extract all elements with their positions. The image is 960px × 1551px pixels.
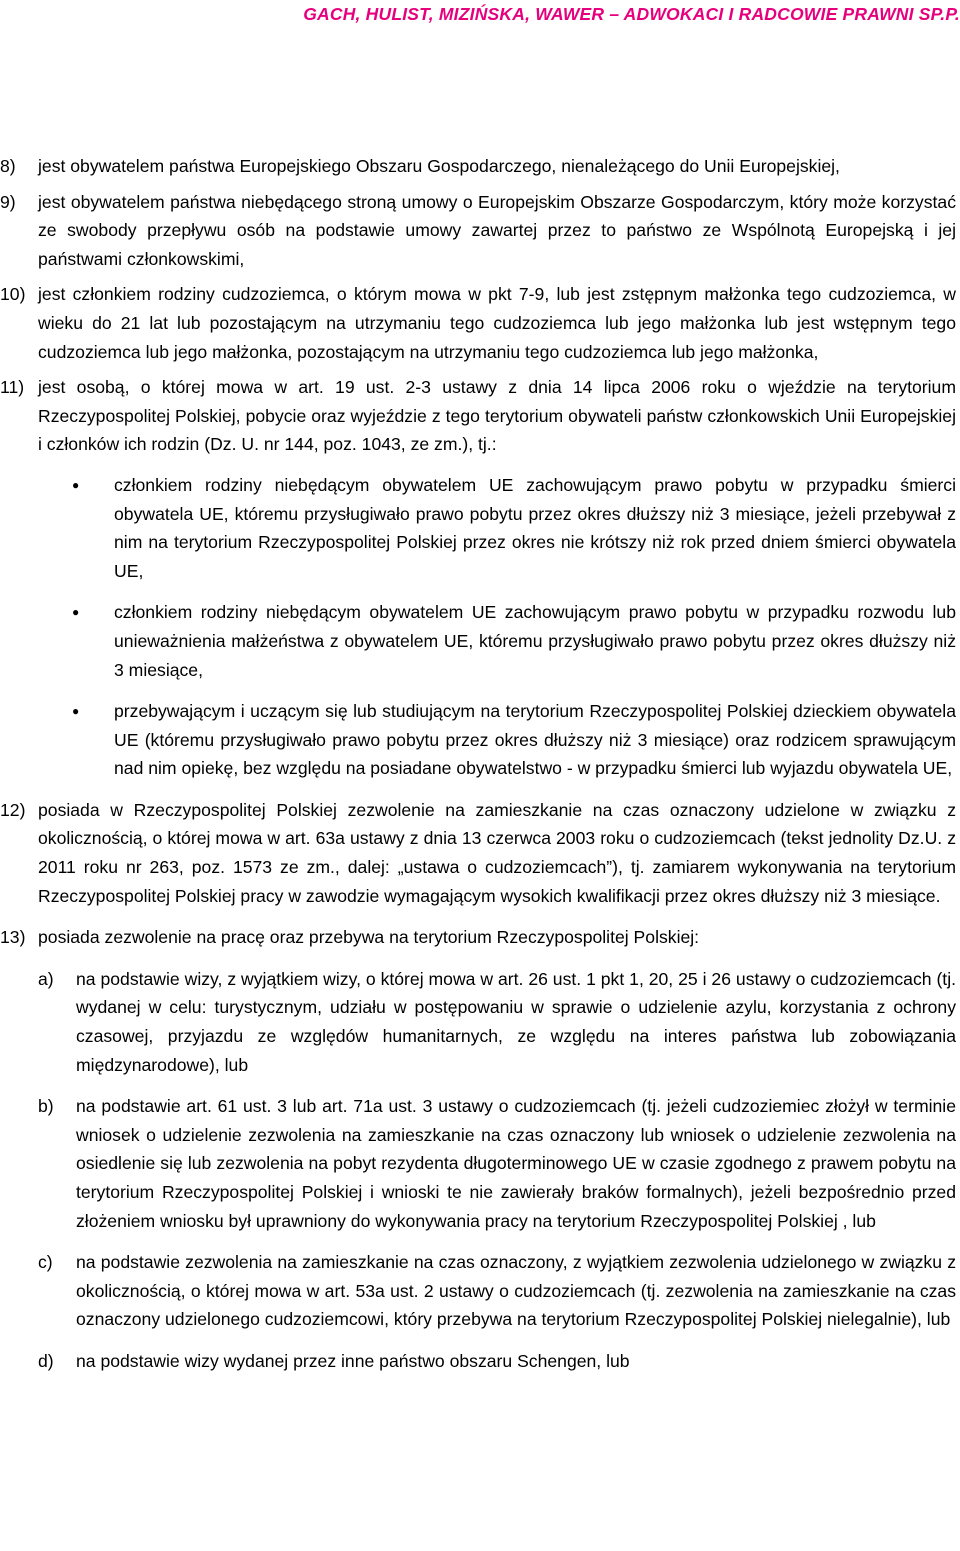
- item-text: jest obywatelem państwa niebędącego stroną umowy o Europejskim Obszarze Gospodarczym, który może korzystać ze swobody przepływu osób na podstawie umowy zawartej przez to państwo ze Wspólnotą Europejską i jej państwami członkowskimi,: [38, 191, 956, 269]
- item-text: jest członkiem rodziny cudzoziemca, o którym mowa w pkt 7-9, lub jest zstępnym małżonka tego cudzoziemca, w wieku do 21 lat lub pozostającym na utrzymaniu tego cudzoziemca lub jego małżonka lub jest wstępnym tego cudzoziemca lub jego małżonka, pozostającym na utrzymaniu tego cudzoziemca lub jego małżonka,: [38, 284, 956, 362]
- sub-item-b: [38, 1092, 956, 1235]
- item-number: 12): [0, 799, 26, 820]
- item-number: 11): [0, 377, 25, 398]
- item-text: jest obywatelem państwa Europejskiego Obszaru Gospodarczego, nienależącego do Unii Europejskiej,: [38, 156, 840, 176]
- sub-item-d: [38, 1347, 956, 1376]
- bullet-item: [72, 697, 956, 783]
- sub-item-c: [38, 1248, 956, 1334]
- list-item-12: [0, 796, 956, 910]
- item-number: 13): [0, 927, 26, 948]
- firm-header: GACH, HULIST, MIZIŃSKA, WAWER – ADWOKACI I RADCOWIE PRAWNI SP.P.: [303, 4, 960, 24]
- bullet-dot-icon: ●: [72, 477, 80, 492]
- sub-item-a: [38, 965, 956, 1079]
- sub-item-letter: c): [38, 1252, 53, 1273]
- sub-item-text: na podstawie art. 61 ust. 3 lub art. 71a ust. 3 ustawy o cudzoziemcach (tj. jeżeli cudzoziemiec złożył w terminie wniosek o udzielenie zezwolenia na zamieszkanie na czas oznaczony lub wniosek o udzielenie zezwolenia na osiedlenie się lub zezwolenia na pobyt rezydenta długoterminowego UE w czasie zgodnego z prawem pobytu na terytorium Rzeczypospolitej Polskiej i wnioski te nie zawierały braków formalnych), jeżeli bezpośrednio przed złożeniem wniosku był uprawniony do wykonywania pracy na terytorium Rzeczypospolitej Polskiej , lub: [76, 1096, 956, 1231]
- sub-item-letter: d): [38, 1350, 54, 1371]
- item-text: jest osobą, o której mowa w art. 19 ust. 2-3 ustawy z dnia 14 lipca 2006 roku o wjeździe na terytorium Rzeczypospolitej Polskiej, pobycie oraz wyjeździe z tego terytorium obywateli państw członkowskich Unii Europejskiej i członków ich rodzin (Dz. U. nr 144, poz. 1043, ze zm.), tj.:: [38, 377, 956, 455]
- list-item-10: [0, 280, 956, 366]
- bullet-dot-icon: ●: [72, 704, 80, 719]
- list-item-8: [0, 152, 956, 181]
- sub-item-text: na podstawie zezwolenia na zamieszkanie na czas oznaczony, z wyjątkiem zezwolenia udzielonego w związku z okolicznością, o której mowa w art. 53a ust. 2 ustawy o cudzoziemcach (tj. zezwolenia na zamieszkanie na czas oznaczony udzielonego cudzoziemcowi, który przebywa na terytorium Rzeczypospolitej Polskiej nielegalnie), lub: [76, 1252, 956, 1330]
- sub-item-text: na podstawie wizy, z wyjątkiem wizy, o której mowa w art. 26 ust. 1 pkt 1, 20, 25 i 26 ustawy o cudzoziemcach (tj. wydanej w celu: turystycznym, udziału w postępowaniu w sprawie o udzielenie azylu, korzystania z ochrony czasowej, przyjazdu ze względów humanitarnych, ze względu na interes państwa lub zobowiązania międzynarodowe), lub: [76, 968, 956, 1075]
- bullet-text: członkiem rodziny niebędącym obywatelem UE zachowującym prawo pobytu w przypadku śmierci obywatela UE, któremu przysługiwało prawo pobytu przez okres dłuższy niż 3 miesiące, jeżeli przebywał z nim na terytorium Rzeczypospolitej Polskiej przez okres nie krótszy niż rok przed dniem śmierci obywatela UE,: [114, 474, 956, 581]
- item-number: 9): [0, 191, 16, 212]
- item-number: 10): [0, 284, 26, 305]
- list-item-11: [0, 373, 956, 459]
- bullet-item: [72, 598, 956, 684]
- sub-item-letter: a): [38, 968, 54, 989]
- list-item-9: [0, 188, 956, 274]
- item-number: 8): [0, 156, 16, 176]
- item-text: posiada w Rzeczypospolitej Polskiej zezwolenie na zamieszkanie na czas oznaczony udzielone w związku z okolicznością, o której mowa w art. 63a ustawy z dnia 13 czerwca 2003 roku o cudzoziemcach (tekst jednolity Dz.U. z 2011 roku nr 263, poz. 1573 ze zm., dalej: „ustawa o cudzoziemcach”), tj. zamiarem wykonywania na terytorium Rzeczypospolitej Polskiej pracy w zawodzie wymagającym wysokich kwalifikacji przez okres dłuższy niż 3 miesiące.: [38, 799, 956, 906]
- bullet-list: [0, 471, 956, 783]
- item-text: posiada zezwolenie na pracę oraz przebywa na terytorium Rzeczypospolitej Polskiej:: [38, 927, 700, 948]
- bullet-text: przebywającym i uczącym się lub studiującym na terytorium Rzeczypospolitej Polskiej dzieckiem obywatela UE (któremu przysługiwało prawo pobytu przez okres dłuższy niż 3 miesiące) oraz rodzicem sprawującym nad nim opiekę, bez względu na posiadane obywatelstwo - w przypadku śmierci lub wyjazdu obywatela UE,: [114, 701, 956, 779]
- bullet-dot-icon: ●: [72, 605, 80, 620]
- document-body: [0, 152, 956, 1376]
- bullet-text: członkiem rodziny niebędącym obywatelem UE zachowującym prawo pobytu w przypadku rozwodu lub unieważnienia małżeństwa z obywatelem UE, któremu przysługiwało prawo pobytu przez okres dłuższy niż 3 miesiące,: [114, 602, 956, 680]
- sub-item-text: na podstawie wizy wydanej przez inne państwo obszaru Schengen, lub: [76, 1350, 630, 1371]
- list-item-13: [0, 923, 956, 952]
- bullet-item: [72, 471, 956, 585]
- sub-item-letter: b): [38, 1096, 54, 1117]
